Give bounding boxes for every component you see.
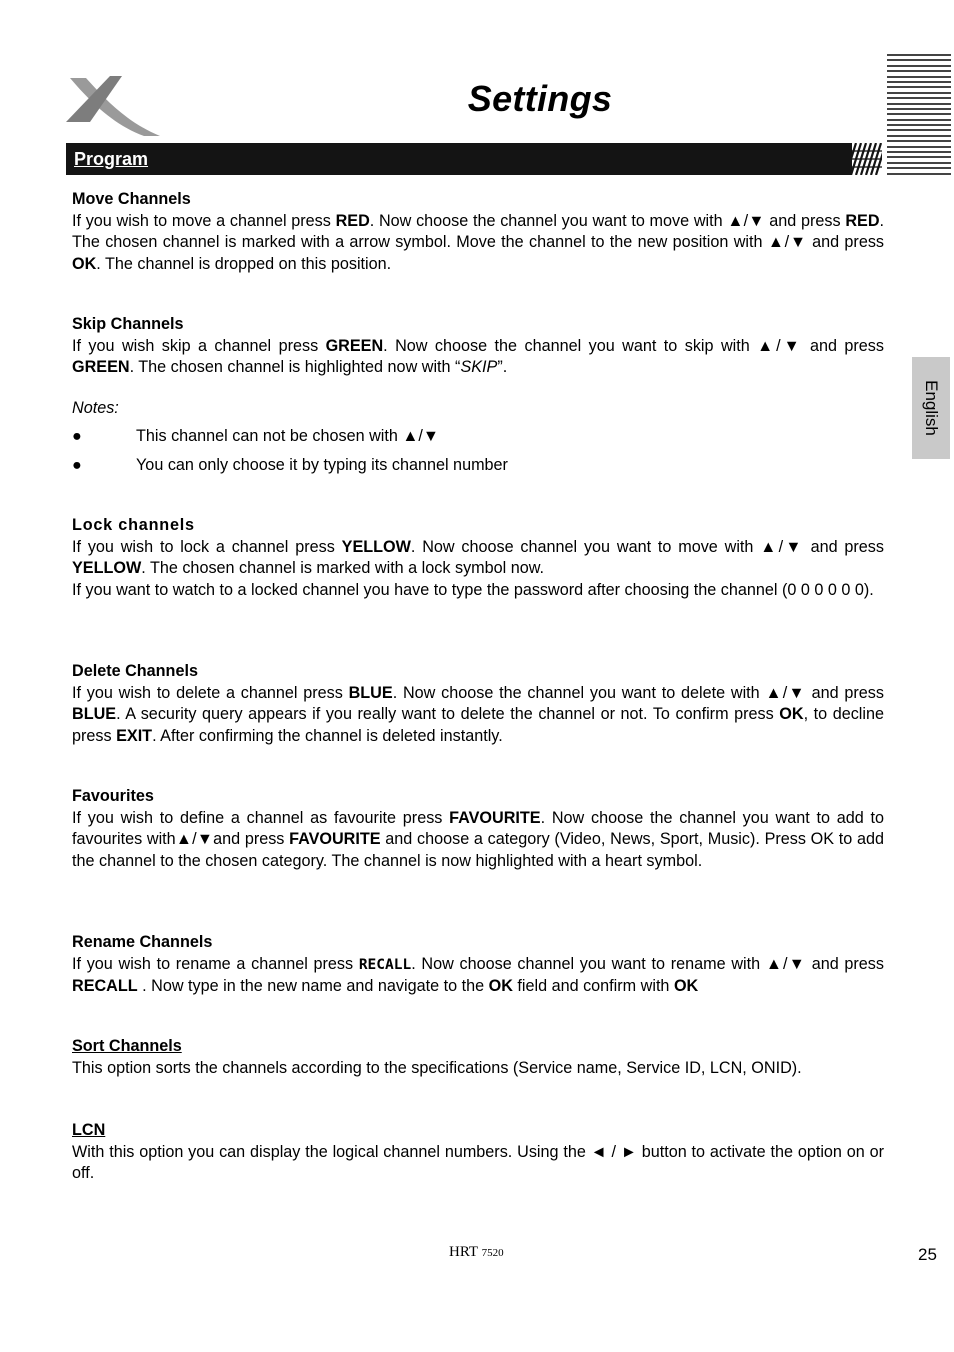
decorative-stripes [887,54,951,180]
bullet-icon: ● [72,427,82,445]
rename-channels-text: If you wish to rename a channel press RECALL. Now choose channel you want to rename with ▲/▼ and press RECALL . Now type in the new name and navigate to the OK field and confirm with OK [72,954,884,995]
updown-arrows-icon: ▲/▼ [727,211,765,230]
favourites-heading: Favourites [72,787,154,805]
footer-model: HRT 7520 [449,1244,504,1260]
lock-password-text: If you want to watch to a locked channel you have to type the password after choosing the channel (0 0 0 0 0 0). [72,580,874,599]
sort-channels-heading: Sort Channels [72,1037,182,1055]
note-item: ● You can only choose it by typing its channel number [72,455,884,477]
lock-channels-heading: Lock channels [72,516,195,534]
rename-channels-section [72,932,884,998]
hatch-pattern [840,143,882,175]
language-label: English [922,380,941,436]
lock-channels-text: If you wish to lock a channel press YELLOW. Now choose channel you want to move with ▲/▼ and press YELLOW. The chosen channel is marked with a lock symbol now. [72,537,884,577]
updown-arrows-icon: ▲/▼ [175,830,214,848]
updown-arrows-icon: ▲/▼ [760,537,804,556]
lock-channels-section [72,515,884,601]
move-channels-section [72,189,884,275]
favourites-section [72,786,884,872]
move-channels-text: If you wish to move a channel press RED. Now choose the channel you want to move with ▲/▼ and press RED. The chosen channel is marked with a arrow symbol. Move the channel to the new position with ▲/▼ and press OK. The channel is dropped on this position. [72,211,885,273]
skip-channels-section [72,314,884,476]
note-item: ● This channel can not be chosen with ▲/▼ [72,426,884,448]
bullet-icon: ● [72,455,82,474]
section-title: Program [74,149,149,169]
sort-channels-section [72,1036,884,1079]
notes-label: Notes: [72,398,119,417]
updown-arrows-icon: ▲/▼ [765,954,806,973]
lcn-heading: LCN [72,1121,106,1139]
leftright-arrows-icon: ◄ / ► [590,1142,637,1161]
updown-arrows-icon: ▲/▼ [767,233,807,251]
page-title: Settings [467,78,613,119]
skip-channels-text: If you wish skip a channel press GREEN. Now choose the channel you want to skip with ▲/▼ and press GREEN. The chosen channel is highlighted now with “SKIP”. [72,336,884,376]
page-number: 25 [918,1245,937,1264]
delete-channels-heading: Delete Channels [72,662,198,680]
updown-arrows-icon: ▲/▼ [757,336,803,355]
language-tab [912,357,950,459]
favourites-text: If you wish to define a channel as favourite press FAVOURITE. Now choose the channel you want to add to favourites with▲/▼and press FAVOURITE and choose a category (Video, News, Sport, Music). Press OK to add the channel to the chosen category. The channel is now highlighted with a heart symbol. [72,808,885,870]
updown-arrows-icon: ▲/▼ [765,683,806,702]
rename-channels-heading: Rename Channels [72,933,213,951]
delete-channels-section [72,661,884,747]
skip-channels-heading: Skip Channels [72,315,184,333]
updown-arrows-icon: ▲/▼ [402,427,439,445]
lcn-section [72,1120,884,1185]
sort-channels-text: This option sorts the channels according to the specifications (Service name, Service ID, LCN, ONID). [72,1058,802,1077]
move-channels-heading: Move Channels [72,190,191,208]
delete-channels-text: If you wish to delete a channel press BLUE. Now choose the channel you want to delete with ▲/▼ and press BLUE. A security query appears if you really want to delete the channel or not. To confirm press OK, to decline press EXIT. After confirming the channel is deleted instantly. [72,683,884,745]
lcn-text: With this option you can display the logical channel numbers. Using the ◄ / ► button to activate the option on or off. [72,1142,884,1182]
section-bar [66,143,882,175]
